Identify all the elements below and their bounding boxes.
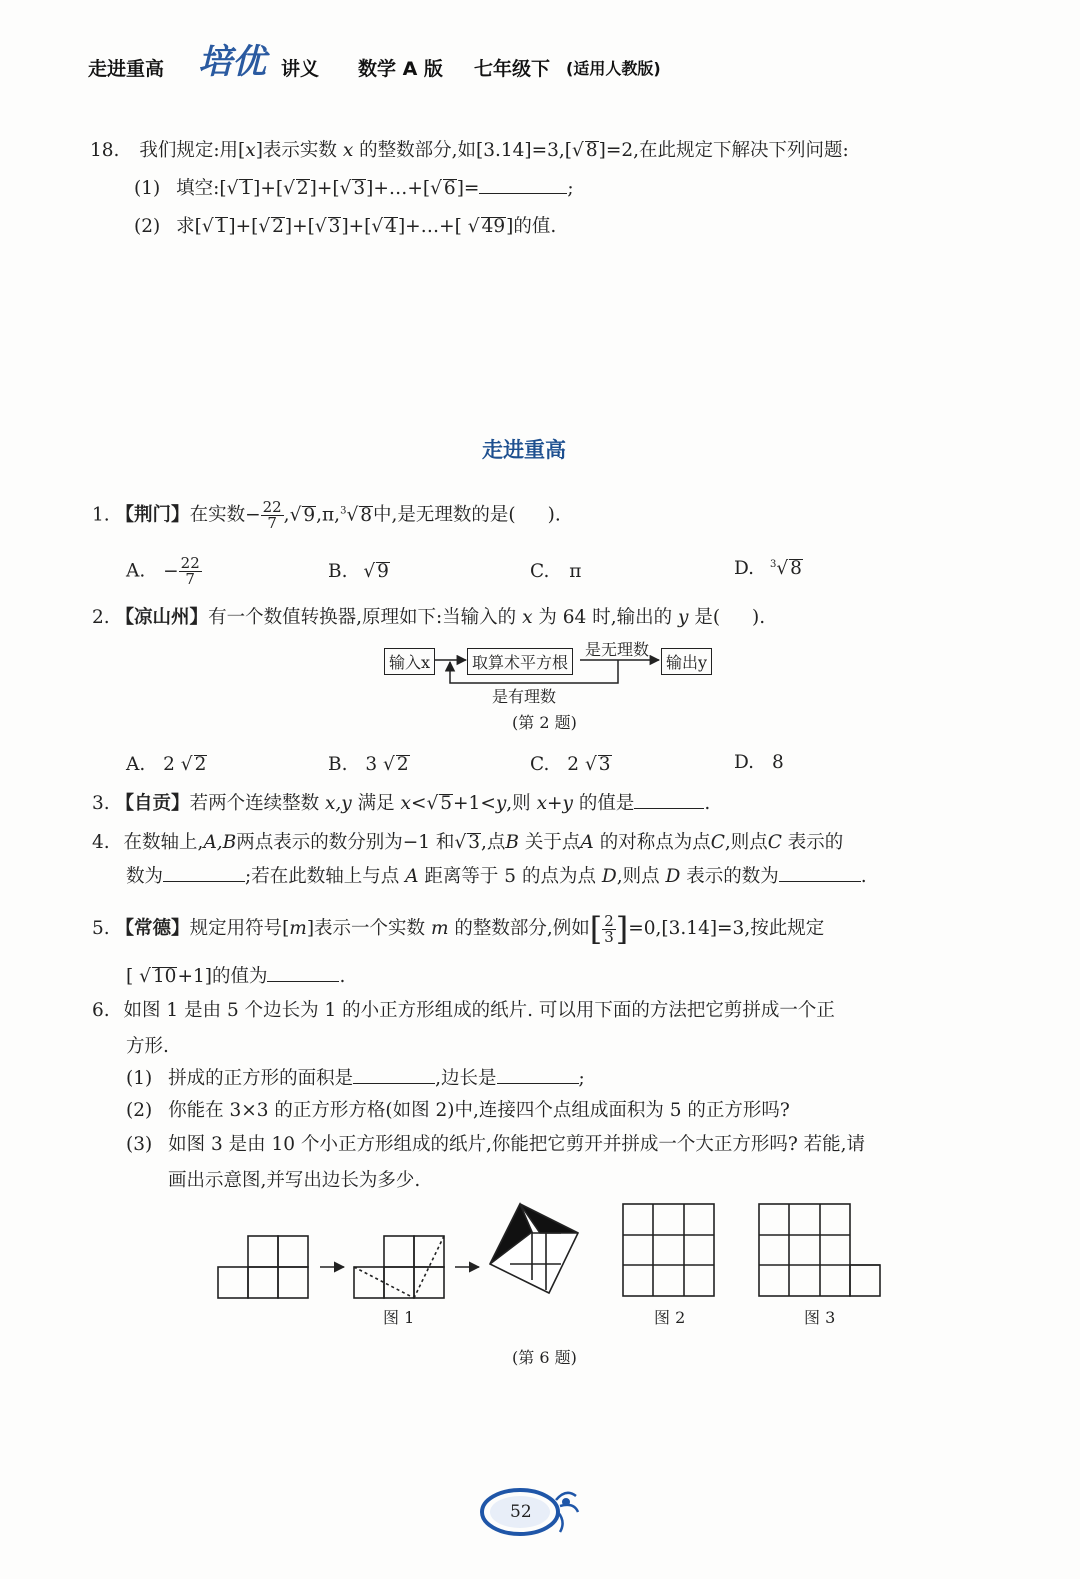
header-subject: 数学 A 版	[358, 58, 443, 80]
q2-caption: (第 2 题)	[512, 713, 577, 732]
fig1-caption: 图 1	[383, 1308, 415, 1327]
q6-caption: (第 6 题)	[512, 1348, 577, 1367]
q18-part2: (2) 求[√ 1]+[√ 2]+[√ 3]+[√ 4]+…+[ √ 49]的值.	[134, 216, 557, 237]
q5-line2: [ √ 10+1]的值为 .	[126, 966, 346, 987]
q6-part3-line2: 画出示意图,并写出边长为多少.	[168, 1170, 421, 1191]
q18-intro: 18. 我们规定:用[x]表示实数 x 的整数部分,如[3.14]=3,[√ 8]=2,在此规定下解决下列问题:	[90, 140, 849, 161]
page-number: 52	[510, 1502, 532, 1522]
q6-line2: 方形.	[126, 1036, 169, 1057]
fig2-caption: 图 2	[654, 1308, 686, 1327]
q1-option-a[interactable]: A. − $\frac{22}{7}$	[126, 554, 200, 588]
q3-stem: 3. 【自贡】若两个连续整数 x,y 满足 x<√ 5+1<y,则 x+y 的值是 .	[92, 793, 711, 814]
fig3-shape	[759, 1204, 880, 1296]
fig3-caption: 图 3	[804, 1308, 836, 1327]
q18-number: 18.	[90, 140, 120, 161]
fig1-result-square	[490, 1204, 578, 1293]
q2-option-b[interactable]: B. 3 √ 2	[328, 754, 409, 775]
q2-label-irrational: 是无理数	[585, 640, 650, 659]
q2-box-output: 输出y	[661, 648, 712, 675]
q6-part2: (2) 你能在 3×3 的正方形方格(如图 2)中,连接四个点组成面积为 5 的正方形吗?	[126, 1100, 790, 1121]
q6-line1: 6. 如图 1 是由 5 个边长为 1 的小正方形组成的纸片. 可以用下面的方法把它剪拼成一个正	[92, 1000, 835, 1021]
q1-option-d[interactable]: D. $^3$√ 8	[734, 558, 802, 579]
q1-option-c[interactable]: C. π	[530, 561, 582, 582]
section-title: 走进重高	[482, 438, 566, 462]
q1-stem: 1. 【荆门】在实数− $\frac{22}{7}$ ,√ 9,π,$^3$√ 8中,是无理数的是( ).	[92, 498, 561, 532]
q2-box-input: 输入x	[384, 648, 435, 675]
page-number-ornament	[478, 1482, 588, 1552]
q2-option-d[interactable]: D. 8	[734, 752, 784, 773]
header-book-title: 走进重高	[88, 58, 165, 80]
q2-box-process: 取算术平方根	[467, 648, 573, 675]
fig1-cut-shape	[354, 1236, 444, 1298]
q4-line2: 数为 ;若在此数轴上与点 A 距离等于 5 的点为点 D,则点 D 表示的数为 .	[126, 866, 867, 887]
q18-part1: (1) 填空:[√ 1]+[√ 2]+[√ 3]+…+[√ 6]= ;	[134, 178, 574, 199]
q4-line1: 4. 在数轴上,A,B两点表示的数分别为−1 和√ 3,点B 关于点A 的对称点为点C,则点C 表示的	[92, 832, 844, 853]
fig1-original-shape	[218, 1236, 308, 1298]
q2-option-c[interactable]: C. 2 √ 3	[530, 754, 611, 775]
q6-part1: (1) 拼成的正方形的面积是 ,边长是 ;	[126, 1068, 585, 1089]
q6-part3: (3) 如图 3 是由 10 个小正方形组成的纸片,你能把它剪开并拼成一个大正方形吗? 若能,请	[126, 1134, 866, 1155]
q2-stem: 2. 【凉山州】有一个数值转换器,原理如下:当输入的 x 为 64 时,输出的 y 是( ).	[92, 607, 766, 628]
q1-option-b[interactable]: B. √ 9	[328, 561, 389, 582]
header-grade: 七年级下	[474, 58, 551, 80]
header-logo: 培优	[198, 42, 266, 82]
q2-label-rational: 是有理数	[492, 687, 557, 706]
header-middle: 讲义	[281, 58, 320, 80]
q5-line1: 5. 【常德】规定用符号[m]表示一个实数 m 的整数部分,例如[ $\frac{2}{3}$ ]=0,[3.14]=3,按此规定	[92, 910, 825, 948]
q2-option-a[interactable]: A. 2 √ 2	[126, 754, 207, 775]
header-edition: (适用人教版)	[566, 59, 661, 78]
fig2-grid	[623, 1204, 714, 1296]
